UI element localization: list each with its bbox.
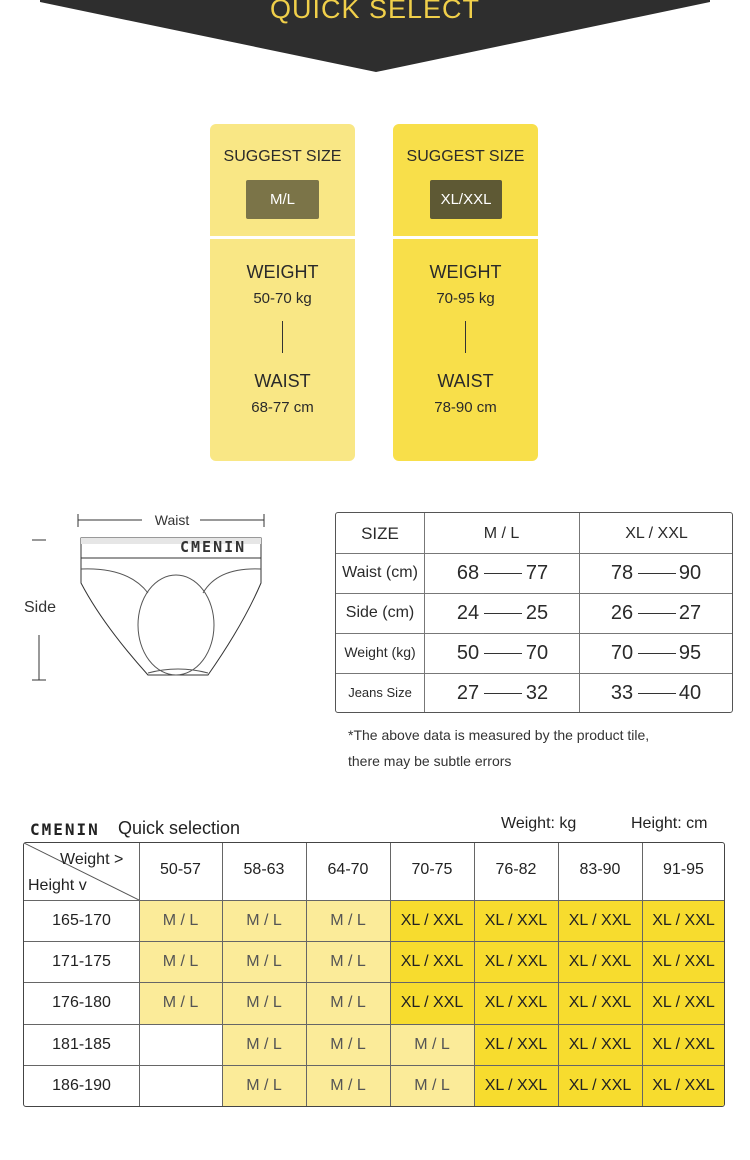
grid-line	[222, 843, 223, 1106]
ml-min: 27	[456, 682, 480, 704]
note-line-2: there may be subtle errors	[348, 753, 512, 769]
row-label: Side (cm)	[345, 604, 415, 621]
weight-col-header: 76-82	[495, 861, 537, 878]
grid-line	[139, 843, 140, 1106]
waist-label: WAIST	[254, 371, 311, 391]
size-cell: XL / XXL	[474, 982, 558, 1024]
grid-line	[24, 900, 724, 901]
measurement-table	[335, 512, 733, 713]
row-label: Jeans Size	[348, 685, 412, 700]
size-cell: M / L	[306, 941, 390, 982]
xl-min: 78	[610, 562, 634, 584]
height-row-header: 165-170	[52, 912, 111, 929]
measurement-note	[348, 722, 728, 774]
height-row-header: 181-185	[52, 1036, 111, 1053]
size-cell: XL / XXL	[642, 1065, 725, 1107]
size-cell	[139, 1024, 222, 1065]
size-cell: XL / XXL	[558, 900, 642, 941]
brand-logo-band: CMENIN	[180, 538, 247, 556]
size-card-xl	[393, 124, 538, 461]
divider-line	[282, 321, 283, 353]
size-cell: XL / XXL	[390, 900, 474, 941]
xl-max: 90	[678, 562, 702, 584]
waist-diagram-label: Waist	[154, 512, 190, 528]
divider-line	[465, 321, 466, 353]
weight-col-header: 83-90	[579, 861, 621, 878]
suggest-size-label: SUGGEST SIZE	[223, 148, 342, 165]
waist-value: 78-90 cm	[434, 399, 497, 416]
size-cell: XL / XXL	[642, 900, 725, 941]
weight-unit-label: Weight: kg	[501, 815, 577, 832]
size-cell: XL / XXL	[474, 1024, 558, 1065]
ml-max: 70	[525, 642, 549, 664]
suggest-size-label: SUGGEST SIZE	[406, 148, 525, 165]
size-cell: M / L	[306, 982, 390, 1024]
size-card-ml	[210, 124, 355, 461]
size-cell: M / L	[306, 900, 390, 941]
size-badge: XL/XXL	[430, 180, 502, 219]
size-cell: M / L	[222, 1024, 306, 1065]
size-badge: M/L	[246, 180, 319, 219]
height-row-header: 171-175	[52, 953, 111, 970]
xl-max: 40	[678, 682, 702, 704]
row-label: Waist (cm)	[342, 564, 418, 581]
weight-value: 50-70 kg	[253, 290, 312, 307]
ml-max: 25	[525, 602, 549, 624]
xl-max: 95	[678, 642, 702, 664]
grid-line	[390, 843, 391, 1106]
size-cell: XL / XXL	[642, 941, 725, 982]
waist-value: 68-77 cm	[251, 399, 314, 416]
size-cell: M / L	[390, 1065, 474, 1107]
row-label: Weight (kg)	[344, 644, 416, 660]
height-row-header: 186-190	[52, 1077, 111, 1094]
page-title: QUICK SELECT	[269, 0, 481, 24]
grid-line	[306, 843, 307, 1106]
ml-max: 77	[525, 562, 549, 584]
size-cell: M / L	[306, 1065, 390, 1107]
size-cell: XL / XXL	[642, 982, 725, 1024]
quick-selection-table	[23, 842, 725, 1107]
grid-line	[642, 843, 643, 1106]
size-cell: M / L	[139, 900, 222, 941]
xl-min: 70	[610, 642, 634, 664]
header-xl: XL / XXL	[625, 525, 688, 542]
weight-col-header: 58-63	[243, 861, 285, 878]
size-cell: M / L	[222, 1065, 306, 1107]
corner-height-label: Height v	[28, 877, 87, 894]
size-cell: M / L	[139, 982, 222, 1024]
weight-col-header: 50-57	[160, 861, 201, 878]
size-cell: XL / XXL	[558, 1024, 642, 1065]
size-cell: XL / XXL	[474, 941, 558, 982]
size-cell: XL / XXL	[558, 941, 642, 982]
size-cell: XL / XXL	[390, 982, 474, 1024]
grid-line	[24, 1065, 724, 1066]
weight-label: WEIGHT	[429, 262, 502, 282]
size-cell: XL / XXL	[390, 941, 474, 982]
ml-min: 68	[456, 562, 480, 584]
size-cell: M / L	[139, 941, 222, 982]
grid-line	[24, 941, 724, 942]
header-size: SIZE	[361, 524, 399, 543]
brand-logo: CMENIN	[30, 820, 100, 839]
weight-value: 70-95 kg	[436, 290, 495, 307]
header-ml: M / L	[483, 525, 520, 542]
size-cell: M / L	[390, 1024, 474, 1065]
weight-label: WEIGHT	[246, 262, 319, 282]
size-cell: M / L	[306, 1024, 390, 1065]
note-line-1: *The above data is measured by the product tile,	[348, 727, 650, 743]
ml-min: 24	[456, 602, 480, 624]
grid-line	[558, 843, 559, 1106]
corner-weight-label: Weight >	[60, 851, 124, 868]
size-cell: XL / XXL	[558, 1065, 642, 1107]
size-cell: M / L	[222, 982, 306, 1024]
waist-label: WAIST	[437, 371, 494, 391]
weight-col-header: 64-70	[327, 861, 369, 878]
size-cell: XL / XXL	[474, 1065, 558, 1107]
quick-selection-title: Quick selection	[118, 818, 241, 838]
underwear-diagram	[18, 505, 278, 690]
size-cell: XL / XXL	[474, 900, 558, 941]
xl-min: 33	[610, 682, 634, 704]
ml-max: 32	[525, 682, 549, 704]
size-cell: M / L	[222, 900, 306, 941]
ml-min: 50	[456, 642, 480, 664]
height-row-header: 176-180	[52, 994, 111, 1011]
size-cell: XL / XXL	[558, 982, 642, 1024]
grid-line	[474, 843, 475, 1106]
weight-col-header: 70-75	[411, 861, 453, 878]
weight-col-header: 91-95	[663, 861, 704, 878]
grid-line	[24, 1024, 724, 1025]
height-unit-label: Height: cm	[631, 815, 708, 832]
size-cell: XL / XXL	[642, 1024, 725, 1065]
xl-min: 26	[610, 602, 634, 624]
size-cell: M / L	[222, 941, 306, 982]
xl-max: 27	[678, 602, 702, 624]
side-diagram-label: Side	[24, 599, 57, 616]
size-cell	[139, 1065, 222, 1107]
grid-line	[24, 982, 724, 983]
